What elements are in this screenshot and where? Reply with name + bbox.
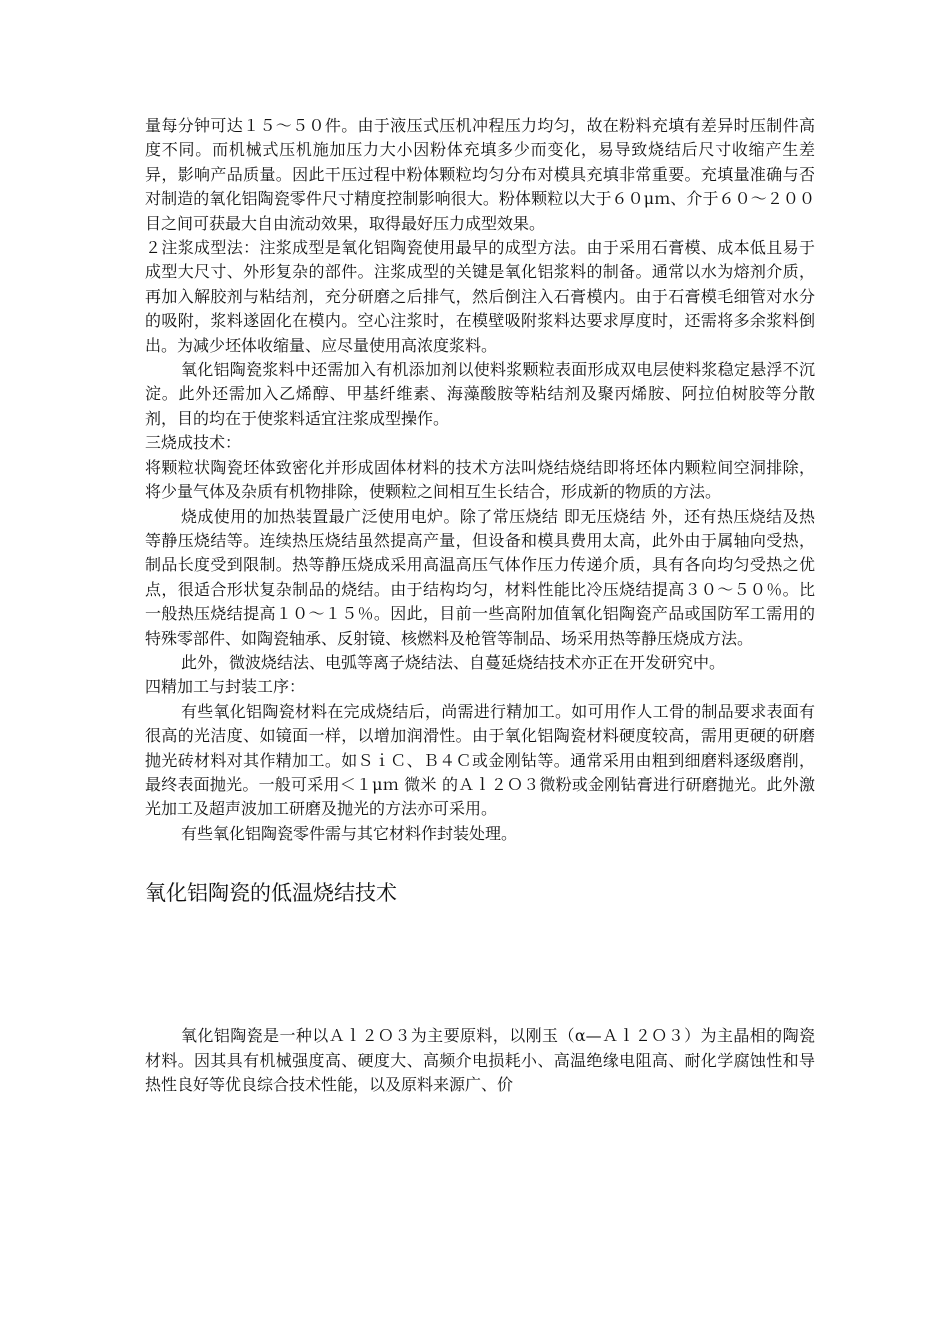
section-title: 氧化铝陶瓷的低温烧结技术 <box>145 881 397 906</box>
section-heading-sintering: 三烧成技术： <box>145 433 242 453</box>
paragraph-finishing: 有些氧化铝陶瓷材料在完成烧结后，尚需进行精加工。如可用作人工骨的制品要求表面有很高的光洁度、如镜面一样，以增加润滑性。由于氧化铝陶瓷材料硬度较高，需用更硬的研磨抛光砖材料对其作精加工。如ＳｉＣ、Ｂ４Ｃ或金刚钻等。通常采用由粗到细磨料逐级磨削，最终表面抛光。一般可采用＜１μｍ 微米 的Ａｌ２Ｏ３微粉或金刚钻膏进行研磨抛光。此外激光加工及超声波加工研磨及抛光的方法亦可采用。 <box>145 701 815 819</box>
blank-space <box>145 908 815 1024</box>
section-heading-finishing: 四精加工与封装工序： <box>145 677 306 697</box>
paragraph-packaging: 有些氧化铝陶瓷零件需与其它材料作封装处理。 <box>181 823 518 843</box>
paragraph-alumina-intro: 氧化铝陶瓷是一种以Ａｌ２Ｏ３为主要原料，以刚玉（α—Ａｌ２Ｏ３）为主晶相的陶瓷材料。因其具有机械强度高、硬度大、高频介电损耗小、高温绝缘电阻高、耐化学腐蚀性和导热性良好等优良综合技术性能，以及原料来源广、价 <box>145 1026 815 1094</box>
document-page <box>145 114 815 1097</box>
paragraph-other-sintering: 此外，微波烧结法、电弧等离子烧结法、自蔓延烧结技术亦正在开发研究中。 <box>181 652 726 672</box>
paragraph-slip-casting: ２注浆成型法：注浆成型是氧化铝陶瓷使用最早的成型方法。由于采用石膏模、成本低且易于成型大尺寸、外形复杂的部件。注浆成型的关键是氧化铝浆料的制备。通常以水为熔剂介质，再加入解胶剂与粘结剂，充分研磨之后排气，然后倒注入石膏模内。由于石膏模毛细管对水分的吸附，浆料遂固化在模内。空心注浆时，在模壁吸附浆料达要求厚度时，还需将多余浆料倒出。为减少坯体收缩量、应尽量使用高浓度浆料。 <box>145 238 815 355</box>
paragraph-dry-pressing-continued: 量每分钟可达１５～５０件。由于液压式压机冲程压力均匀，故在粉料充填有差异时压制件高度不同。而机械式压机施加压力大小因粉体充填多少而变化，易导致烧结后尺寸收缩产生差异，影响产品质量。因此干压过程中粉体颗粒均匀分布对模具充填非常重要。充填量准确与否对制造的氧化铝陶瓷零件尺寸精度控制影响很大。粉体颗粒以大于６０μｍ、介于６０～２００目之间可获最大自由流动效果，取得最好压力成型效果。 <box>145 116 815 233</box>
paragraph-slurry-additives: 氧化铝陶瓷浆料中还需加入有机添加剂以使料浆颗粒表面形成双电层使料浆稳定悬浮不沉淀。此外还需加入乙烯醇、甲基纤维素、海藻酸胺等粘结剂及聚丙烯胺、阿拉伯树胶等分散剂，目的均在于使浆料适宜注浆成型操作。 <box>145 360 815 428</box>
paragraph-sintering-furnace: 烧成使用的加热装置最广泛使用电炉。除了常压烧结 即无压烧结 外，还有热压烧结及热等静压烧结等。连续热压烧结虽然提高产量，但设备和模具费用太高，此外由于属轴向受热，制品长度受到限制。热等静压烧成采用高温高压气体作压力传递介质，具有各向均匀受热之优点，很适合形状复杂制品的烧结。由于结构均匀，材料性能比冷压烧结提高３０～５０％。比一般热压烧结提高１０～１５％。因此，目前一些高附加值氧化铝陶瓷产品或国防军工需用的特殊零部件、如陶瓷轴承、反射镜、核燃料及枪管等制品、场采用热等静压烧成方法。 <box>145 506 815 648</box>
paragraph-sintering-definition: 将颗粒状陶瓷坯体致密化并形成固体材料的技术方法叫烧结烧结即将坯体内颗粒间空洞排除，将少量气体及杂质有机物排除，使颗粒之间相互生长结合，形成新的物质的方法。 <box>145 457 815 502</box>
